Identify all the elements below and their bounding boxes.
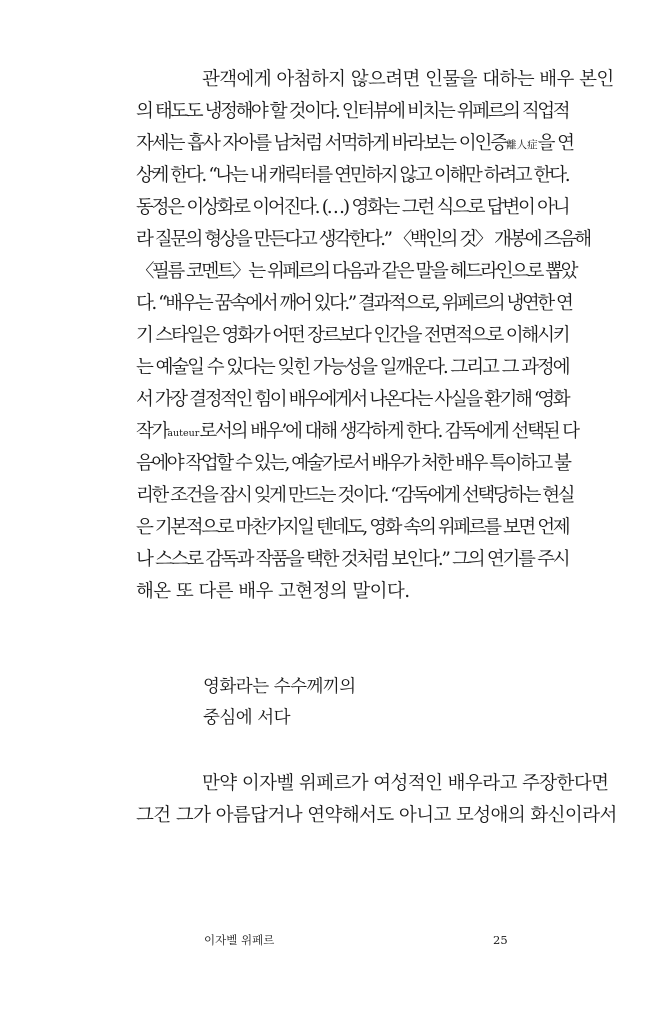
body-line <box>136 421 578 442</box>
body-line <box>136 103 570 122</box>
body-line: 그건 그가 아름답거나 연약해서도 아니고 모성애의 화신이라서 <box>136 805 617 826</box>
body-line-segment: 자세는 흡사 자아를 남처럼 서먹하게 바라보는 이인증 <box>136 133 507 154</box>
section-heading-line-1: 영화라는 수수께끼의 <box>203 677 356 697</box>
body-line-text: 〈필름 코멘트〉는 위페르의 다음과 같은 말을 헤드라인으로 뽑았 <box>136 261 576 282</box>
body-line <box>136 295 570 314</box>
auteur-annotation: auteur <box>167 428 200 439</box>
body-line <box>136 551 570 570</box>
body-line-text: 라 질문의 형상을 만든다고 생각한다.” 〈백인의 것〉 개봉에 즈음해 <box>136 229 590 250</box>
body-line <box>136 359 570 378</box>
body-line-text <box>136 135 573 154</box>
body-line-text <box>136 423 578 442</box>
body-line-text: 서 가장 결정적인 힘이 배우에게서 나온다는 사실을 환기해 ‘영화 <box>136 389 569 410</box>
body-line-text: 기 스타일은 영화가 어떤 장르보다 인간을 전면적으로 이해시키 <box>136 325 569 346</box>
body-line <box>136 485 574 506</box>
body-line <box>136 519 570 538</box>
running-title: 이자벨 위페르 <box>204 933 275 947</box>
hanja-annotation: 離人症 <box>506 139 538 151</box>
body-line-text: 은 기본적으로 마찬가지일 텐데도, 영화 속의 위페르를 보면 언제 <box>136 517 569 538</box>
body-line-text: 음에야 작업할 수 있는, 예술가로서 배우가 처한 배우 특이하고 불 <box>136 453 570 474</box>
body-line: 만약 이자벨 위페르가 여성적인 배우라고 주장한다면 <box>202 773 609 794</box>
body-line <box>136 261 576 282</box>
body-line <box>136 229 590 250</box>
body-line-text: 나 스스로 감독과 작품을 택한 것처럼 보인다.” 그의 연기를 주시 <box>136 549 569 570</box>
body-line <box>136 327 570 346</box>
body-line-text: 동정은 이상화로 이어진다. (…) 영화는 그런 식으로 답변이 아니 <box>136 197 569 218</box>
body-line-text: 는 예술일 수 있다는 잊힌 가능성을 일깨운다. 그리고 그 과정에 <box>136 357 569 378</box>
body-line-text: 의 태도도 냉정해야 할 것이다. 인터뷰에 비치는 위페르의 직업적 <box>136 101 569 122</box>
body-line-text: 다. “배우는 꿈속에서 깨어 있다.” 결과적으로, 위페르의 냉연한 연 <box>136 293 572 314</box>
body-line-segment: 작가 <box>136 421 168 442</box>
section-heading-line-2: 중심에 서다 <box>203 708 291 728</box>
body-line: 관객에게 아첨하지 않으려면 인물을 대하는 배우 본인 <box>202 69 614 90</box>
body-line <box>136 167 570 186</box>
body-line-segment: 로서의 배우’에 대해 생각하게 한다. 감독에게 선택된 다 <box>199 421 578 442</box>
body-line: 해온 또 다른 배우 고현정의 말이다. <box>136 581 410 602</box>
body-line <box>136 199 570 218</box>
body-line-text: 상케 한다. “나는 내 캐릭터를 연민하지 않고 이해만 하려고 한다. <box>136 165 569 186</box>
body-line <box>136 133 573 154</box>
body-line-segment: 을 연 <box>537 133 573 154</box>
page-number: 25 <box>493 933 508 947</box>
body-line <box>136 391 570 410</box>
body-line-text: 리한 조건을 잠시 잊게 만드는 것이다. “감독에게 선택당하는 현실 <box>136 485 574 506</box>
body-line <box>136 455 570 474</box>
